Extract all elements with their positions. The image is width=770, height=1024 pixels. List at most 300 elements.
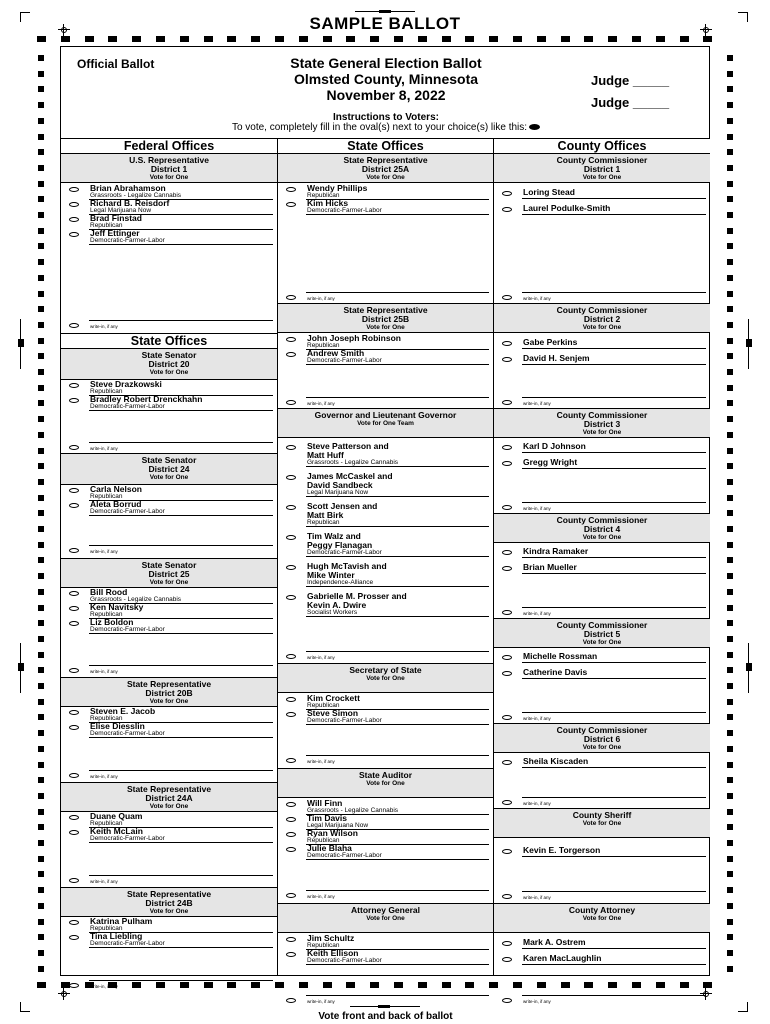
timing-mark bbox=[38, 856, 44, 862]
timing-mark bbox=[727, 746, 733, 752]
candidate-divider bbox=[89, 842, 273, 843]
write-in-label: write-in, if any bbox=[90, 669, 118, 674]
write-in-line bbox=[89, 980, 273, 981]
timing-mark bbox=[537, 36, 546, 42]
vote-oval[interactable] bbox=[286, 400, 296, 405]
crop-mark-bottom-right bbox=[738, 1002, 748, 1012]
vote-oval[interactable] bbox=[69, 488, 79, 493]
race-district: District 24 bbox=[148, 464, 190, 474]
candidate-option bbox=[61, 588, 277, 603]
candidate-option bbox=[278, 709, 493, 724]
write-in-line bbox=[522, 995, 706, 996]
race-vote-for: Vote for One bbox=[366, 915, 405, 922]
registration-mark-bottom bbox=[350, 1006, 420, 1007]
vote-oval[interactable] bbox=[69, 668, 79, 673]
vote-oval[interactable] bbox=[286, 475, 296, 480]
vote-oval[interactable] bbox=[69, 591, 79, 596]
write-in-label: write-in, if any bbox=[523, 611, 551, 616]
timing-mark bbox=[38, 903, 44, 909]
timing-mark bbox=[727, 714, 733, 720]
timing-mark bbox=[727, 730, 733, 736]
vote-oval[interactable] bbox=[69, 773, 79, 778]
race-district: District 4 bbox=[583, 524, 621, 534]
vote-oval[interactable] bbox=[502, 610, 512, 615]
timing-mark bbox=[727, 605, 733, 611]
candidate-name: Richard B. Reisdorf bbox=[90, 198, 170, 208]
side-registration-mark-left bbox=[20, 643, 21, 693]
vote-oval[interactable] bbox=[502, 671, 512, 676]
candidate-divider bbox=[522, 348, 706, 349]
timing-mark bbox=[584, 982, 593, 988]
race-title: Governor and Lieutenant Governor bbox=[314, 410, 457, 420]
timing-mark bbox=[727, 683, 733, 689]
candidate-name: Steve Drazkowski bbox=[90, 379, 162, 389]
timing-mark bbox=[38, 840, 44, 846]
race-header bbox=[61, 348, 277, 380]
race-title: County Commissioner bbox=[556, 515, 648, 525]
vote-oval[interactable] bbox=[286, 998, 296, 1003]
timing-mark bbox=[727, 243, 733, 249]
race-vote-for: Vote for One bbox=[149, 174, 189, 181]
race-header bbox=[494, 513, 710, 543]
timing-mark bbox=[727, 479, 733, 485]
candidate-name: Scott Jensen and bbox=[307, 501, 378, 511]
write-in-option bbox=[61, 323, 277, 331]
timing-mark bbox=[727, 777, 733, 783]
candidate-option bbox=[61, 229, 277, 244]
candidate-divider bbox=[522, 678, 706, 679]
column-subheader-state-offices: State Offices bbox=[61, 333, 277, 347]
vote-oval[interactable] bbox=[502, 461, 512, 466]
vote-oval[interactable] bbox=[286, 712, 296, 717]
vote-oval[interactable] bbox=[69, 935, 79, 940]
candidate-option bbox=[278, 814, 493, 829]
write-in-line bbox=[89, 320, 273, 321]
candidate-divider bbox=[522, 767, 706, 768]
candidate-name: Gabe Perkins bbox=[523, 337, 578, 347]
instructions-title: Instructions to Voters: bbox=[333, 112, 439, 123]
vote-oval[interactable] bbox=[69, 548, 79, 553]
ballot-title-line-1: State General Election Ballot bbox=[290, 55, 482, 71]
write-in-label: write-in, if any bbox=[523, 716, 551, 721]
candidate-option bbox=[61, 722, 277, 737]
candidate-name: Kevin E. Torgerson bbox=[523, 845, 601, 855]
candidate-option bbox=[61, 618, 277, 633]
candidate-name: John Joseph Robinson bbox=[307, 333, 401, 343]
vote-oval[interactable] bbox=[69, 323, 79, 328]
vote-oval[interactable] bbox=[69, 503, 79, 508]
candidate-option bbox=[278, 334, 493, 349]
vote-oval[interactable] bbox=[286, 337, 296, 342]
vote-oval[interactable] bbox=[286, 565, 296, 570]
vote-oval[interactable] bbox=[502, 400, 512, 405]
write-in-line bbox=[306, 397, 489, 398]
column-header-federal: Federal Offices bbox=[61, 138, 277, 154]
timing-mark bbox=[727, 196, 733, 202]
timing-mark bbox=[727, 950, 733, 956]
vote-oval[interactable] bbox=[69, 983, 79, 988]
candidate-name-running-mate: Matt Birk bbox=[307, 510, 344, 520]
filled-oval-icon bbox=[529, 124, 540, 130]
candidate-name-running-mate: Peggy Flanagan bbox=[307, 540, 373, 550]
candidate-name: Tim Walz and bbox=[307, 531, 361, 541]
timing-mark bbox=[38, 259, 44, 265]
race-vote-for: Vote for One bbox=[582, 915, 622, 922]
write-in-option bbox=[494, 800, 710, 808]
candidate-name: David H. Senjem bbox=[523, 353, 590, 363]
vote-oval[interactable] bbox=[286, 832, 296, 837]
timing-mark bbox=[38, 605, 44, 611]
candidate-option bbox=[278, 934, 493, 949]
timing-mark bbox=[418, 36, 427, 42]
race-vote-for: Vote for One bbox=[582, 174, 622, 181]
timing-mark bbox=[38, 228, 44, 234]
timing-mark bbox=[727, 526, 733, 532]
candidate-option bbox=[61, 500, 277, 515]
vote-oval[interactable] bbox=[69, 187, 79, 192]
timing-mark bbox=[38, 149, 44, 155]
vote-oval[interactable] bbox=[69, 621, 79, 626]
timing-mark bbox=[584, 36, 593, 42]
timing-mark bbox=[727, 871, 733, 877]
timing-mark bbox=[727, 228, 733, 234]
vote-oval[interactable] bbox=[286, 202, 296, 207]
timing-mark bbox=[38, 526, 44, 532]
vote-oval[interactable] bbox=[502, 445, 512, 450]
ballot-title-line-3: November 8, 2022 bbox=[326, 87, 446, 103]
vote-oval[interactable] bbox=[502, 566, 512, 571]
vote-oval[interactable] bbox=[502, 800, 512, 805]
candidate-name: Ryan Wilson bbox=[307, 828, 358, 838]
timing-mark bbox=[727, 542, 733, 548]
race-district: District 24B bbox=[145, 898, 193, 908]
vote-oval[interactable] bbox=[502, 655, 512, 660]
candidate-name: Julie Blaha bbox=[307, 843, 352, 853]
timing-mark bbox=[38, 353, 44, 359]
timing-mark bbox=[85, 36, 94, 42]
write-in-label: write-in, if any bbox=[90, 446, 118, 451]
candidate-party: Legal Marijuana Now bbox=[90, 207, 152, 214]
race-header bbox=[494, 618, 710, 648]
vote-oval[interactable] bbox=[502, 191, 512, 196]
timing-mark bbox=[38, 495, 44, 501]
candidate-name: Aleta Borrud bbox=[90, 499, 142, 509]
candidate-name: Steve Patterson and bbox=[307, 441, 389, 451]
timing-mark bbox=[38, 196, 44, 202]
vote-oval[interactable] bbox=[286, 295, 296, 300]
candidate-divider bbox=[306, 964, 489, 965]
timing-mark bbox=[370, 36, 379, 42]
race-header bbox=[61, 558, 277, 588]
candidate-divider bbox=[89, 515, 273, 516]
race-header bbox=[61, 782, 277, 812]
write-in-line bbox=[522, 502, 706, 503]
vote-oval[interactable] bbox=[286, 352, 296, 357]
vote-oval[interactable] bbox=[286, 952, 296, 957]
candidate-party: Independence-Alliance bbox=[307, 579, 374, 586]
write-in-line bbox=[89, 665, 273, 666]
timing-mark bbox=[38, 730, 44, 736]
race-district: District 1 bbox=[583, 164, 621, 174]
vote-oval[interactable] bbox=[502, 849, 512, 854]
timing-mark bbox=[727, 887, 733, 893]
candidate-party: Grassroots - Legalize Cannabis bbox=[307, 807, 399, 814]
timing-mark bbox=[38, 652, 44, 658]
timing-mark bbox=[727, 636, 733, 642]
timing-mark bbox=[38, 385, 44, 391]
timing-mark bbox=[727, 291, 733, 297]
write-in-option bbox=[61, 983, 277, 991]
vote-oval[interactable] bbox=[69, 217, 79, 222]
race-vote-for: Vote for One bbox=[582, 820, 622, 827]
timing-mark bbox=[227, 36, 236, 42]
timing-mark bbox=[608, 982, 617, 988]
timing-mark bbox=[204, 36, 213, 42]
timing-mark bbox=[180, 36, 189, 42]
timing-mark bbox=[727, 55, 733, 61]
write-in-line bbox=[306, 755, 489, 756]
timing-mark bbox=[38, 934, 44, 940]
timing-mark bbox=[38, 212, 44, 218]
candidate-name: Elise Diesslin bbox=[90, 721, 145, 731]
race-title: Secretary of State bbox=[349, 665, 422, 675]
write-in-option bbox=[278, 295, 493, 303]
race-title: County Commissioner bbox=[556, 620, 648, 630]
write-in-line bbox=[522, 607, 706, 608]
page-title: SAMPLE BALLOT bbox=[309, 14, 461, 33]
timing-mark bbox=[38, 71, 44, 77]
race-district: District 25A bbox=[361, 164, 410, 174]
timing-mark bbox=[727, 102, 733, 108]
timing-mark bbox=[38, 86, 44, 92]
vote-oval[interactable] bbox=[286, 847, 296, 852]
timing-mark bbox=[38, 809, 44, 815]
candidate-party: Republican bbox=[307, 342, 340, 349]
timing-mark bbox=[38, 636, 44, 642]
race-district: District 1 bbox=[150, 164, 188, 174]
timing-mark bbox=[38, 871, 44, 877]
race-vote-for: Vote for One Team bbox=[357, 420, 414, 427]
vote-oval[interactable] bbox=[286, 697, 296, 702]
vote-oval[interactable] bbox=[502, 207, 512, 212]
candidate-option bbox=[61, 827, 277, 842]
candidate-name: Keith Ellison bbox=[307, 948, 359, 958]
candidate-party: Republican bbox=[307, 942, 340, 949]
race-vote-for: Vote for One bbox=[366, 675, 405, 682]
race-district: District 20B bbox=[145, 688, 193, 698]
vote-oval[interactable] bbox=[502, 760, 512, 765]
vote-oval[interactable] bbox=[286, 802, 296, 807]
candidate-party: Republican bbox=[90, 388, 123, 395]
vote-oval[interactable] bbox=[502, 894, 512, 899]
vote-oval[interactable] bbox=[69, 920, 79, 925]
candidate-divider bbox=[522, 964, 706, 965]
vote-oval[interactable] bbox=[502, 941, 512, 946]
write-in-option bbox=[278, 758, 493, 766]
candidate-option bbox=[494, 442, 710, 457]
candidate-option bbox=[278, 592, 493, 620]
write-in-label: write-in, if any bbox=[523, 895, 551, 900]
race-header bbox=[494, 723, 710, 753]
timing-mark bbox=[561, 36, 570, 42]
write-in-label: write-in, if any bbox=[90, 324, 118, 329]
timing-mark bbox=[38, 746, 44, 752]
vote-oval[interactable] bbox=[286, 595, 296, 600]
candidate-name-running-mate: David Sandbeck bbox=[307, 480, 373, 490]
timing-mark bbox=[442, 36, 451, 42]
timing-mark bbox=[727, 934, 733, 940]
candidate-option bbox=[278, 472, 493, 500]
candidate-party: Republican bbox=[90, 715, 123, 722]
candidate-divider bbox=[522, 557, 706, 558]
vote-oval[interactable] bbox=[286, 893, 296, 898]
timing-mark bbox=[38, 777, 44, 783]
vote-oval[interactable] bbox=[502, 357, 512, 362]
vote-oval[interactable] bbox=[502, 341, 512, 346]
timing-mark bbox=[727, 589, 733, 595]
timing-mark bbox=[38, 714, 44, 720]
candidate-name: Steve Simon bbox=[307, 708, 359, 718]
vote-oval[interactable] bbox=[69, 830, 79, 835]
timing-mark bbox=[323, 36, 332, 42]
vote-oval[interactable] bbox=[502, 295, 512, 300]
candidate-divider bbox=[306, 214, 489, 215]
timing-mark bbox=[727, 966, 733, 972]
candidate-party: Republican bbox=[307, 837, 340, 844]
candidate-name: Ken Navitsky bbox=[90, 602, 144, 612]
write-in-option bbox=[494, 400, 710, 408]
vote-oval[interactable] bbox=[502, 998, 512, 1003]
vote-oval[interactable] bbox=[502, 715, 512, 720]
vote-oval[interactable] bbox=[69, 202, 79, 207]
candidate-name: Gabrielle M. Prosser and bbox=[307, 591, 407, 601]
vote-oval[interactable] bbox=[502, 957, 512, 962]
write-in-label: write-in, if any bbox=[307, 401, 335, 406]
timing-mark bbox=[38, 510, 44, 516]
timing-mark bbox=[418, 982, 427, 988]
crop-mark-bottom-left bbox=[20, 1002, 30, 1012]
timing-mark bbox=[680, 36, 689, 42]
candidate-name: Loring Stead bbox=[523, 187, 575, 197]
candidate-option bbox=[61, 917, 277, 932]
vote-oval[interactable] bbox=[286, 187, 296, 192]
vote-oval[interactable] bbox=[286, 758, 296, 763]
timing-mark bbox=[727, 416, 733, 422]
candidate-divider bbox=[89, 244, 273, 245]
vote-oval[interactable] bbox=[286, 654, 296, 659]
judge-initials-2: Judge _____ bbox=[591, 95, 670, 110]
vote-oval[interactable] bbox=[502, 550, 512, 555]
vote-oval[interactable] bbox=[502, 505, 512, 510]
timing-mark bbox=[37, 36, 46, 42]
candidate-option bbox=[278, 829, 493, 844]
vote-oval[interactable] bbox=[69, 445, 79, 450]
vote-oval[interactable] bbox=[69, 725, 79, 730]
candidate-name: Will Finn bbox=[307, 798, 343, 808]
race-vote-for: Vote for One bbox=[582, 324, 622, 331]
candidate-name: Andrew Smith bbox=[307, 348, 365, 358]
timing-mark bbox=[38, 966, 44, 972]
timing-mark bbox=[608, 36, 617, 42]
candidate-party: Democratic-Farmer-Labor bbox=[90, 940, 165, 947]
race-header bbox=[278, 153, 493, 183]
judge-initials-1: Judge _____ bbox=[591, 73, 670, 88]
candidate-divider bbox=[89, 633, 273, 634]
candidate-divider bbox=[522, 364, 706, 365]
timing-mark bbox=[132, 36, 141, 42]
race-vote-for: Vote for One bbox=[582, 429, 622, 436]
column-federal bbox=[61, 138, 278, 989]
race-header bbox=[494, 303, 710, 333]
timing-mark bbox=[38, 793, 44, 799]
race-header bbox=[278, 303, 493, 333]
timing-mark bbox=[38, 338, 44, 344]
timing-mark bbox=[703, 36, 712, 42]
vote-oval[interactable] bbox=[69, 878, 79, 883]
vote-oval[interactable] bbox=[286, 445, 296, 450]
timing-mark bbox=[727, 463, 733, 469]
timing-mark bbox=[703, 982, 712, 988]
candidate-party: Democratic-Farmer-Labor bbox=[90, 403, 165, 410]
race-title: State Auditor bbox=[358, 770, 413, 780]
vote-oval[interactable] bbox=[69, 232, 79, 237]
race-title: State Representative bbox=[126, 784, 212, 794]
timing-mark bbox=[108, 36, 117, 42]
race-title: State Senator bbox=[141, 350, 197, 360]
candidate-divider bbox=[306, 616, 489, 617]
vote-oval[interactable] bbox=[286, 817, 296, 822]
vote-oval[interactable] bbox=[286, 505, 296, 510]
candidate-divider bbox=[306, 556, 489, 557]
race-vote-for: Vote for One bbox=[582, 534, 622, 541]
candidate-party: Republican bbox=[90, 925, 123, 932]
race-header bbox=[61, 677, 277, 707]
candidate-option bbox=[278, 199, 493, 214]
race-title: County Commissioner bbox=[556, 410, 648, 420]
timing-mark bbox=[38, 699, 44, 705]
candidate-name: Mark A. Ostrem bbox=[523, 937, 586, 947]
race-vote-for: Vote for One bbox=[149, 908, 189, 915]
ballot-frame bbox=[60, 46, 710, 1022]
candidate-option bbox=[278, 799, 493, 814]
candidate-name: Laurel Podulke-Smith bbox=[523, 203, 611, 213]
vote-oval[interactable] bbox=[69, 398, 79, 403]
write-in-line bbox=[89, 545, 273, 546]
vote-oval[interactable] bbox=[286, 937, 296, 942]
vote-oval[interactable] bbox=[69, 710, 79, 715]
vote-oval[interactable] bbox=[286, 535, 296, 540]
race-header bbox=[278, 903, 493, 933]
timing-mark bbox=[251, 36, 260, 42]
timing-mark bbox=[38, 400, 44, 406]
candidate-party: Republican bbox=[307, 192, 340, 199]
write-in-line bbox=[522, 397, 706, 398]
candidate-party: Democratic-Farmer-Labor bbox=[90, 237, 165, 244]
race-header bbox=[494, 903, 710, 933]
timing-mark bbox=[275, 36, 284, 42]
vote-oval[interactable] bbox=[69, 815, 79, 820]
vote-oval[interactable] bbox=[69, 383, 79, 388]
race-title: County Commissioner bbox=[556, 725, 648, 735]
candidate-party: Democratic-Farmer-Labor bbox=[307, 852, 382, 859]
vote-oval[interactable] bbox=[69, 606, 79, 611]
timing-mark bbox=[38, 463, 44, 469]
candidate-party: Grassroots - Legalize Cannabis bbox=[307, 459, 399, 466]
candidate-option bbox=[61, 184, 277, 199]
side-registration-mark-right bbox=[748, 319, 749, 369]
race-district: District 5 bbox=[583, 629, 621, 639]
timing-mark bbox=[727, 903, 733, 909]
